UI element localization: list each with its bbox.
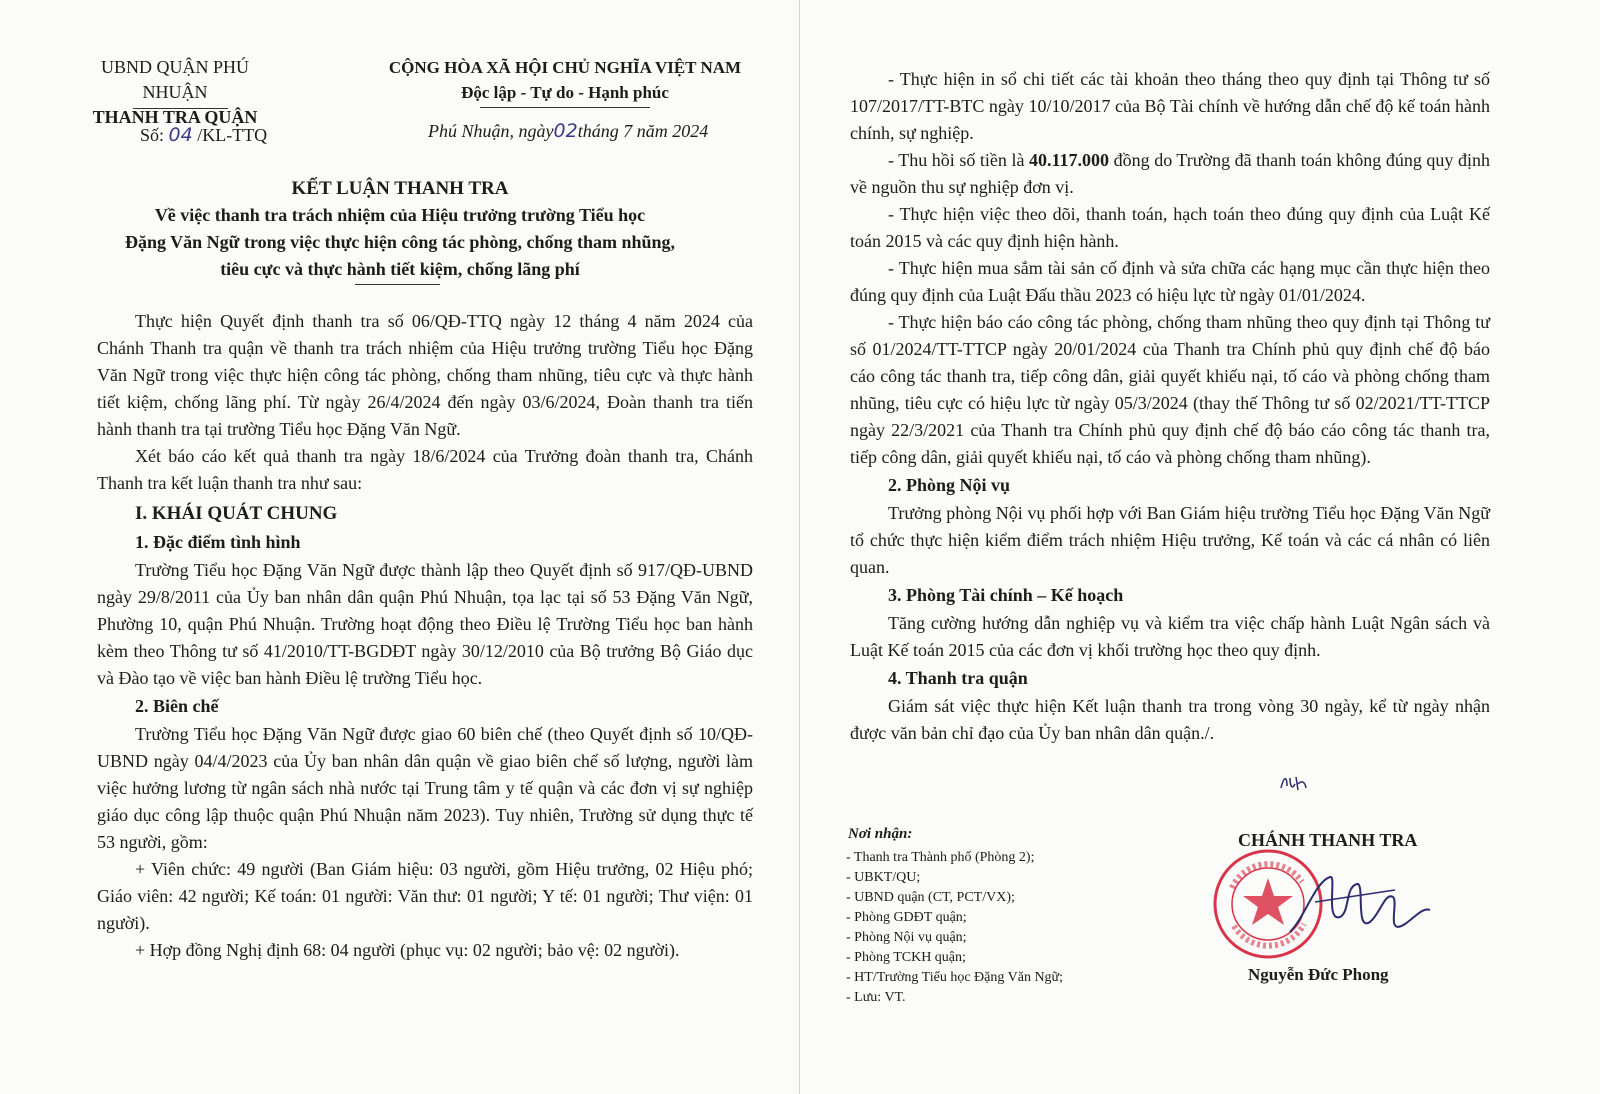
title-line4: tiêu cực và thực hành tiết kiệm, chống lãng phí — [220, 259, 580, 279]
title-line2: Về việc thanh tra trách nhiệm của Hiệu trưởng trường Tiểu học — [154, 205, 646, 225]
bullet-officials: + Viên chức: 49 người (Ban Giám hiệu: 03 người, gồm Hiệu trưởng, 02 Hiệu phó; Giáo viên: 42 người; Kế toán: 01 người: Văn thư: 01 người; Y tế: 01 người; Thư viện: 01 người). — [97, 859, 753, 933]
item-procurement: - Thực hiện mua sắm tài sản cố định và sửa chữa các hạng mục cần thực hiện theo đúng quy định của Luật Đấu thầu 2023 có hiệu lực từ ngày 01/01/2024. — [850, 258, 1490, 305]
motto-underline — [480, 107, 650, 108]
place-suffix: tháng 7 năm 2024 — [577, 121, 709, 141]
right-body — [850, 66, 1490, 747]
org-line1: UBND QUẬN PHÚ NHUẬN — [100, 57, 249, 102]
bullet-contracts: + Hợp đồng Nghị định 68: 04 người (phục vụ: 02 người; bảo vệ: 02 người). — [135, 940, 680, 960]
heading-finance: 3. Phòng Tài chính – Kế hoạch — [888, 585, 1124, 605]
paragraph-review: Xét báo cáo kết quả thanh tra ngày 18/6/2024 của Trưởng đoàn thanh tra, Chánh Thanh tra kết luận thanh tra như sau: — [97, 446, 753, 493]
recipient-item: - UBKT/QU; — [846, 870, 921, 885]
nation-motto: Độc lập - Tự do - Hạnh phúc — [461, 83, 669, 102]
issuing-organization — [80, 55, 270, 130]
paragraph-finance: Tăng cường hướng dẫn nghiệp vụ và kiểm tra việc chấp hành Luật Ngân sách và Luật Kế toán 2015 của các đơn vị khối trường học theo quy định. — [850, 613, 1490, 660]
recipient-item: - Phòng GDĐT quận; — [846, 910, 967, 925]
doc-no-prefix: Số: — [140, 125, 165, 145]
item-reporting: - Thực hiện báo cáo công tác phòng, chống tham nhũng theo quy định tại Thông tư số 01/2024/TT-TTCP ngày 20/01/2024 của Thanh tra Chính phủ quy định chế độ báo cáo công tác thanh tra, tiếp công dân, giải quyết khiếu nại, tố cáo và phòng chống tham nhũng, tiêu cực có hiệu lực từ ngày 05/3/2024 (thay thế Thông tư số 02/2021/TT-TTCP ngày 22/3/2021 của Thanh tra Chính phủ quy định chế độ báo cáo công tác thanh tra, tiếp công dân, giải quyết khiếu nại, tố cáo và phòng chống tham nhũng). — [850, 312, 1490, 467]
title-line3: Đặng Văn Ngữ trong việc thực hiện công tác phòng, chống tham nhũng, — [124, 232, 676, 252]
document-title — [100, 175, 700, 283]
paragraph-staffing: Trường Tiểu học Đặng Văn Ngữ được giao 60 biên chế (theo Quyết định số 10/QĐ-UBND ngày 04/4/2023 của Ủy ban nhân dân quận về giao biên chế số lượng, người làm việc hưởng lương từ ngân sách nhà nước tại Trung tâm y tế quận và các đơn vị sự nghiệp giáo dục công lập thuộc quận Phú Nhuận năm 2023). Tuy nhiên, Trường sử dụng thực tế 53 người, gồm: — [97, 724, 753, 852]
org-line2: THANH TRA QUẬN — [92, 107, 258, 127]
recipient-item: - HT/Trường Tiểu học Đặng Văn Ngữ; — [846, 970, 1064, 985]
recipient-item: - Phòng TCKH quận; — [846, 950, 966, 965]
item-accounting: - Thực hiện việc theo dõi, thanh toán, hạch toán theo đúng quy định của Luật Kế toán 2015 và các quy định hiện hành. — [850, 204, 1490, 251]
paragraph-intro: Thực hiện Quyết định thanh tra số 06/QĐ-TTQ ngày 12 tháng 4 năm 2024 của Chánh Thanh tra quận về thanh tra trách nhiệm của Hiệu trưởng trường Tiểu học Đặng Văn Ngữ trong việc thực hiện công tác phòng, chống tham nhũng, tiêu cực và thực hành tiết kiệm, chống lãng phí. Từ ngày 26/4/2024 đến ngày 03/6/2024, Đoàn thanh tra tiến hành thanh tra tại trường Tiểu học Đặng Văn Ngữ. — [97, 311, 753, 439]
paragraph-home-affairs: Trưởng phòng Nội vụ phối hợp với Ban Giám hiệu trường Tiểu học Đặng Văn Ngữ tổ chức thực hiện kiểm điểm trách nhiệm Hiệu trưởng, Kế toán và các cá nhân có liên quan. — [850, 503, 1490, 577]
recipient-item: - Phòng Nội vụ quận; — [846, 930, 967, 945]
recipients-title: Nơi nhận: — [848, 826, 913, 842]
national-heading — [385, 55, 745, 105]
subheading-staffing: 2. Biên chế — [135, 696, 219, 716]
doc-no-handwritten: 04 — [168, 124, 193, 146]
nation-line1: CỘNG HÒA XÃ HỘI CHỦ NGHĨA VIỆT NAM — [388, 58, 742, 77]
recipient-item: - Lưu: VT. — [846, 990, 906, 1005]
handwritten-signature-icon — [1285, 862, 1435, 952]
place-day-handwritten: 02 — [553, 120, 578, 142]
document-number — [140, 124, 267, 146]
section-heading-general: I. KHÁI QUÁT CHUNG — [135, 503, 338, 524]
handwritten-initial-icon — [1278, 772, 1308, 794]
signer-name: Nguyễn Đức Phong — [1248, 965, 1389, 984]
org-underline — [133, 108, 228, 109]
recovery-post: đồng do Trường đã thanh toán không đúng quy định về nguồn thu sự nghiệp đơn vị. — [850, 150, 1490, 197]
place-prefix: Phú Nhuận, ngày — [428, 121, 554, 141]
recipients-list — [846, 848, 1063, 1008]
title-underline — [355, 284, 440, 285]
paragraph-situation: Trường Tiểu học Đặng Văn Ngữ được thành lập theo Quyết định số 917/QĐ-UBND ngày 29/8/2011 của Ủy ban nhân dân quận Phú Nhuận, tọa lạc tại số 53 Đặng Văn Ngữ, Phường 10, quận Phú Nhuận. Trường hoạt động theo Điều lệ Trường Tiểu học ban hành kèm theo Thông tư số 41/2010/TT-BGDĐT ngày 30/12/2010 của Bộ trưởng Bộ Giáo dục và Đào tạo về việc ban hành Điều lệ trường Tiểu học. — [97, 560, 753, 688]
recipient-item: - UBND quận (CT, PCT/VX); — [846, 890, 1015, 905]
doc-no-suffix: /KL-TTQ — [197, 125, 268, 145]
left-body — [97, 308, 753, 964]
recovery-amount: 40.117.000 — [1029, 150, 1110, 170]
item-recovery — [850, 147, 1490, 201]
place-date — [428, 120, 708, 142]
title-line1: KẾT LUẬN THANH TRA — [291, 178, 509, 199]
heading-inspectorate: 4. Thanh tra quận — [888, 668, 1028, 688]
item-ledger: - Thực hiện in sổ chi tiết các tài khoản theo tháng theo quy định tại Thông tư số 107/2017/TT-BTC ngày 10/10/2017 của Bộ Tài chính về hướng dẫn chế độ kế toán hành chính, sự nghiệp. — [850, 69, 1490, 143]
recipient-item: - Thanh tra Thành phố (Phòng 2); — [846, 850, 1035, 865]
recovery-pre: - Thu hồi số tiền là — [888, 150, 1030, 170]
heading-home-affairs: 2. Phòng Nội vụ — [888, 475, 1011, 495]
subheading-situation: 1. Đặc điểm tình hình — [135, 532, 301, 552]
paragraph-inspectorate: Giám sát việc thực hiện Kết luận thanh tra trong vòng 30 ngày, kể từ ngày nhận được văn bản chỉ đạo của Ủy ban nhân dân quận./. — [850, 696, 1490, 743]
signer-title: CHÁNH THANH TRA — [1238, 830, 1418, 850]
